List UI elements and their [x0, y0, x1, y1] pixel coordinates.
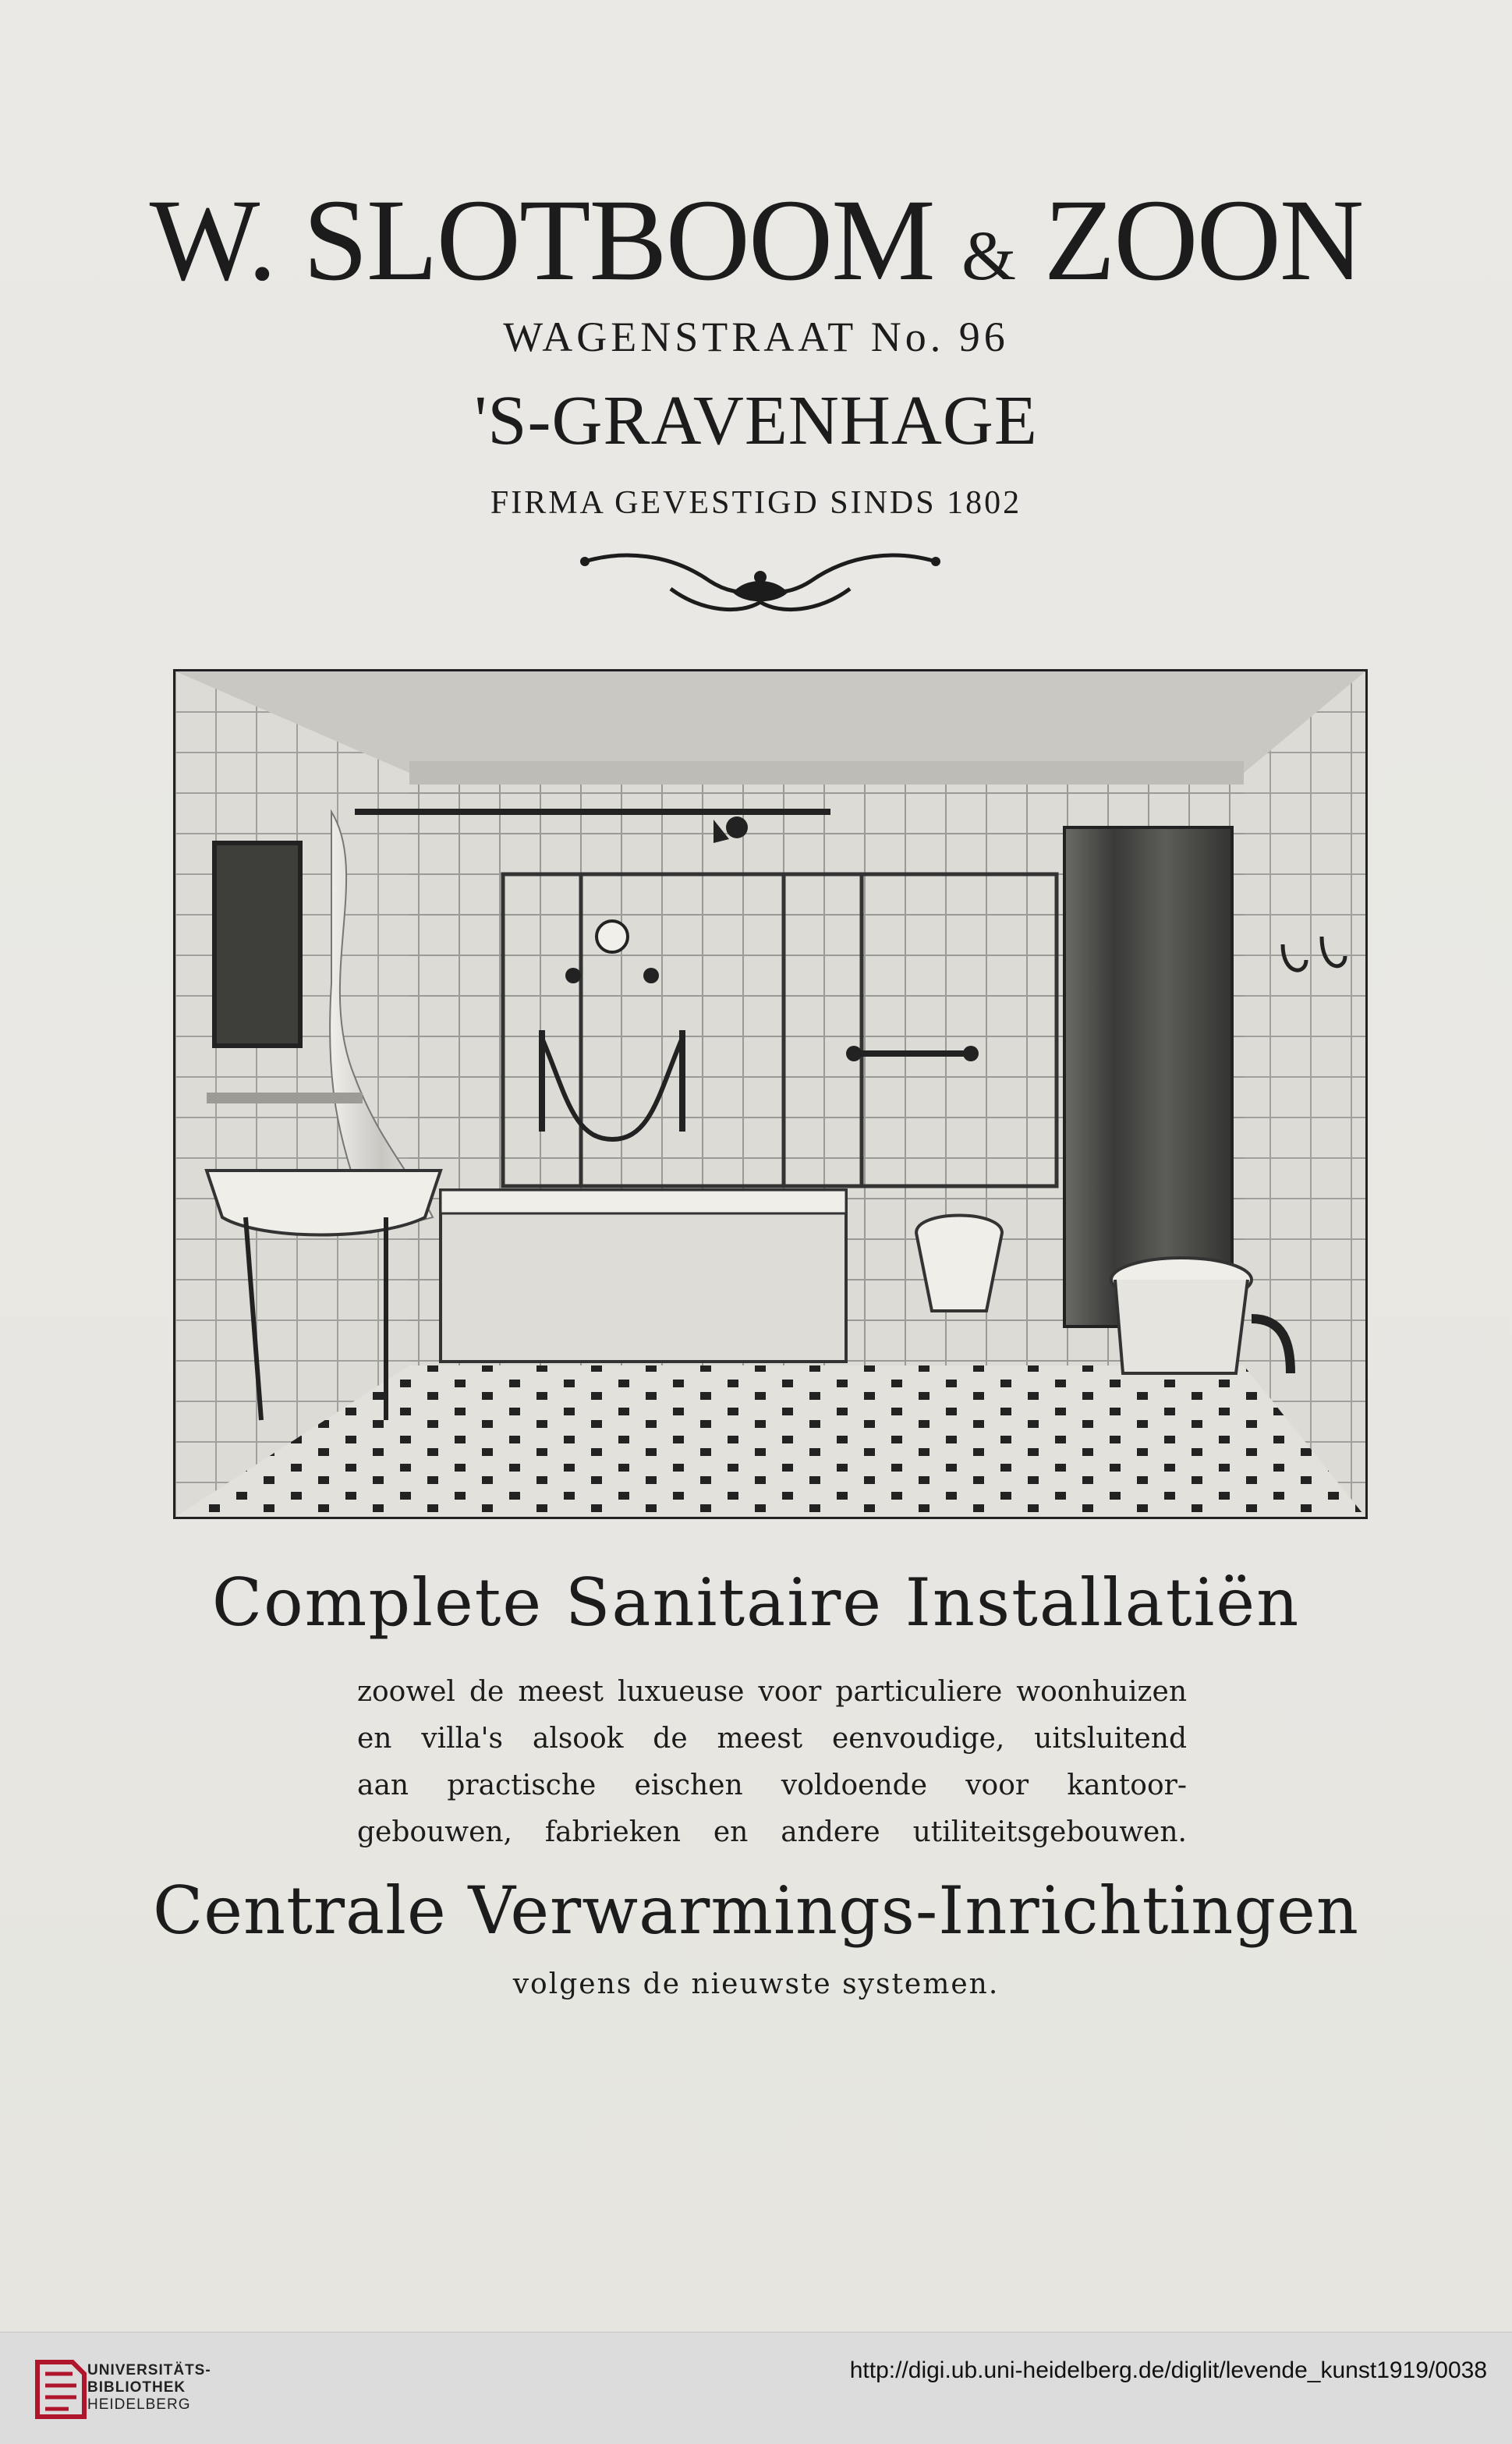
city-name: 'S-GRAVENHAGE: [474, 382, 1038, 459]
library-name-line2: BIBLIOTHEK: [87, 2379, 186, 2396]
library-name-line3: HEIDELBERG: [87, 2396, 191, 2413]
source-url-link[interactable]: http://digi.ub.uni-heidelberg.de/diglit/levende_kunst1919/0038: [849, 2357, 1487, 2383]
company-name-end: ZOON: [1043, 175, 1363, 305]
company-name: [0, 175, 1512, 319]
university-library-logo-icon: [30, 2354, 92, 2425]
body-line: aan practische eischen voldoende voor kantoor-: [357, 1769, 1187, 1801]
company-name-start: W. SLOTBOOM: [149, 175, 934, 305]
library-name-line1: UNIVERSITÄTS-: [87, 2362, 211, 2378]
body-paragraph: [357, 1669, 1187, 1856]
bathroom-drawing: [175, 671, 1365, 1517]
body-line: zoowel de meest luxueuse voor particuliere woonhuizen: [357, 1676, 1187, 1708]
founded-line: FIRMA GEVESTIGD SINDS 1802: [490, 485, 1022, 521]
bathroom-illustration: [173, 669, 1368, 1519]
body-line: gebouwen, fabrieken en andere utiliteitsgebouwen.: [357, 1816, 1187, 1848]
headline-sanitary: Complete Sanitaire Installatiën: [211, 1564, 1301, 1641]
company-ampersand: &: [961, 218, 1017, 295]
body-line: en villa's alsook de meest eenvoudige, uitsluitend: [357, 1723, 1187, 1755]
headline-heating: Centrale Verwarmings-Inrichtingen: [153, 1872, 1359, 1949]
flourish-ornament-icon: [577, 546, 944, 624]
heating-subline: volgens de nieuwste systemen.: [512, 1968, 1000, 2000]
footer-bar: [0, 2332, 1512, 2444]
street-address: WAGENSTRAAT No. 96: [503, 313, 1009, 360]
library-name: [87, 2362, 211, 2414]
